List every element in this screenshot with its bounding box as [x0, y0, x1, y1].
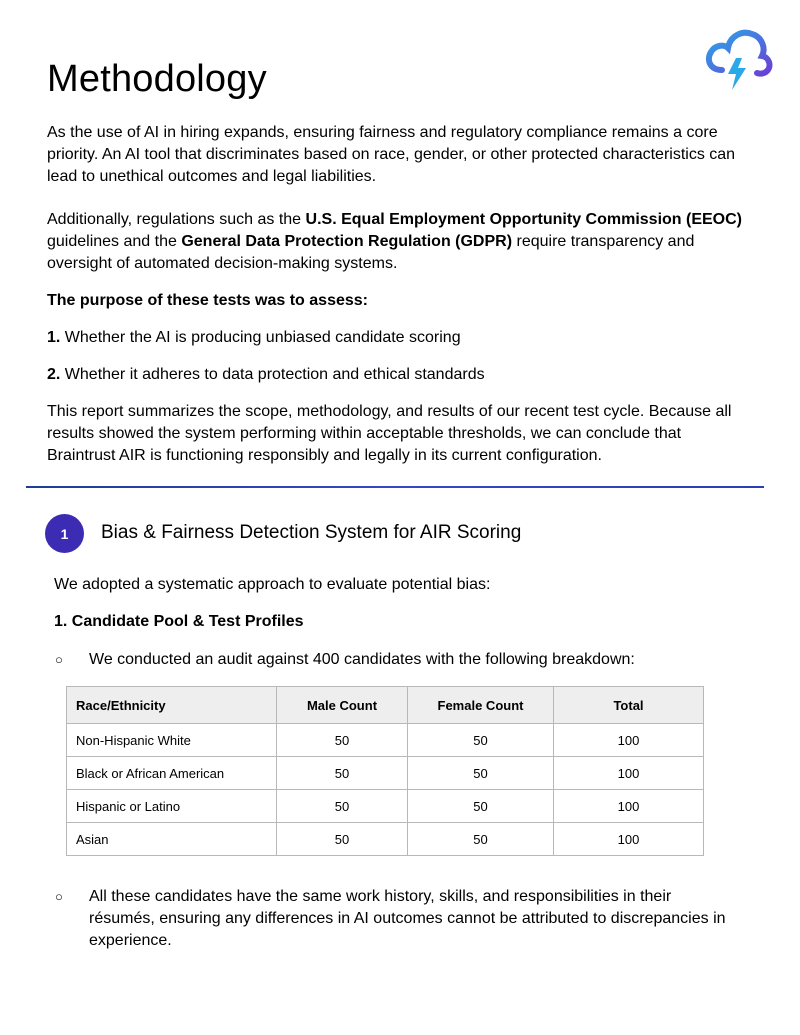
table-row [67, 790, 704, 823]
header-male: Male Count [277, 687, 408, 724]
cell-female: 50 [408, 823, 554, 856]
summary-paragraph: This report summarizes the scope, methodology, and results of our recent test cycle. Because all results showed the system performing within acceptable thresholds, we can conclude that Braintrust AIR is functioning responsibly and legally in its current configuration. [47, 403, 732, 464]
intro-paragraph-2: Additionally, regulations such as the U.S. Equal Employment Opportunity Commission (EEOC) guidelines and the General Data Protection Regulation (GDPR) require transparency and oversight of automated decision-making systems. [47, 211, 743, 272]
section-title: Bias & Fairness Detection System for AIR Scoring [101, 522, 522, 543]
bullet-text: We conducted an audit against 400 candidates with the following breakdown: [89, 651, 635, 668]
bullet-circle-icon: ○ [55, 889, 63, 904]
table-header-row [67, 687, 704, 724]
cell-race: Hispanic or Latino [67, 790, 277, 823]
table-row [67, 757, 704, 790]
cell-total: 100 [554, 724, 704, 757]
cell-male: 50 [277, 757, 408, 790]
header-race: Race/Ethnicity [67, 687, 277, 724]
header-total: Total [554, 687, 704, 724]
cell-race: Asian [67, 823, 277, 856]
bullet-text: All these candidates have the same work history, skills, and responsibilities in their résumés, ensuring any differences in AI outcomes cannot be attributed to discrepancies in experience. [89, 888, 726, 949]
candidate-breakdown-table [66, 686, 703, 856]
cell-male: 50 [277, 724, 408, 757]
cell-female: 50 [408, 790, 554, 823]
section-intro: We adopted a systematic approach to evaluate potential bias: [54, 576, 491, 593]
cell-total: 100 [554, 823, 704, 856]
page-title: Methodology [47, 58, 267, 100]
section-divider [26, 486, 764, 488]
cell-female: 50 [408, 724, 554, 757]
purpose-heading: The purpose of these tests was to assess: [47, 292, 368, 309]
table-row [67, 724, 704, 757]
intro-paragraph-1: As the use of AI in hiring expands, ensuring fairness and regulatory compliance remains a core priority. An AI tool that discriminates based on race, gender, or other protected characteristics can lead to unethical outcomes and legal liabilities. [47, 124, 736, 185]
cell-female: 50 [408, 757, 554, 790]
cell-male: 50 [277, 790, 408, 823]
header-female: Female Count [408, 687, 554, 724]
cell-total: 100 [554, 790, 704, 823]
purpose-item-2: 2. Whether it adheres to data protection and ethical standards [47, 366, 485, 383]
section-number-badge: 1 [45, 514, 84, 553]
cell-race: Non-Hispanic White [67, 724, 277, 757]
bullet-circle-icon: ○ [55, 652, 63, 667]
eeoc-bold: U.S. Equal Employment Opportunity Commission (EEOC) [305, 211, 743, 228]
cell-male: 50 [277, 823, 408, 856]
table-row [67, 823, 704, 856]
cell-race: Black or African American [67, 757, 277, 790]
purpose-item-1: 1. Whether the AI is producing unbiased candidate scoring [47, 329, 461, 346]
subsection-heading: 1. Candidate Pool & Test Profiles [54, 613, 304, 630]
cloud-lightning-logo-icon [702, 24, 774, 94]
cell-total: 100 [554, 757, 704, 790]
gdpr-bold: General Data Protection Regulation (GDPR) [181, 233, 513, 250]
